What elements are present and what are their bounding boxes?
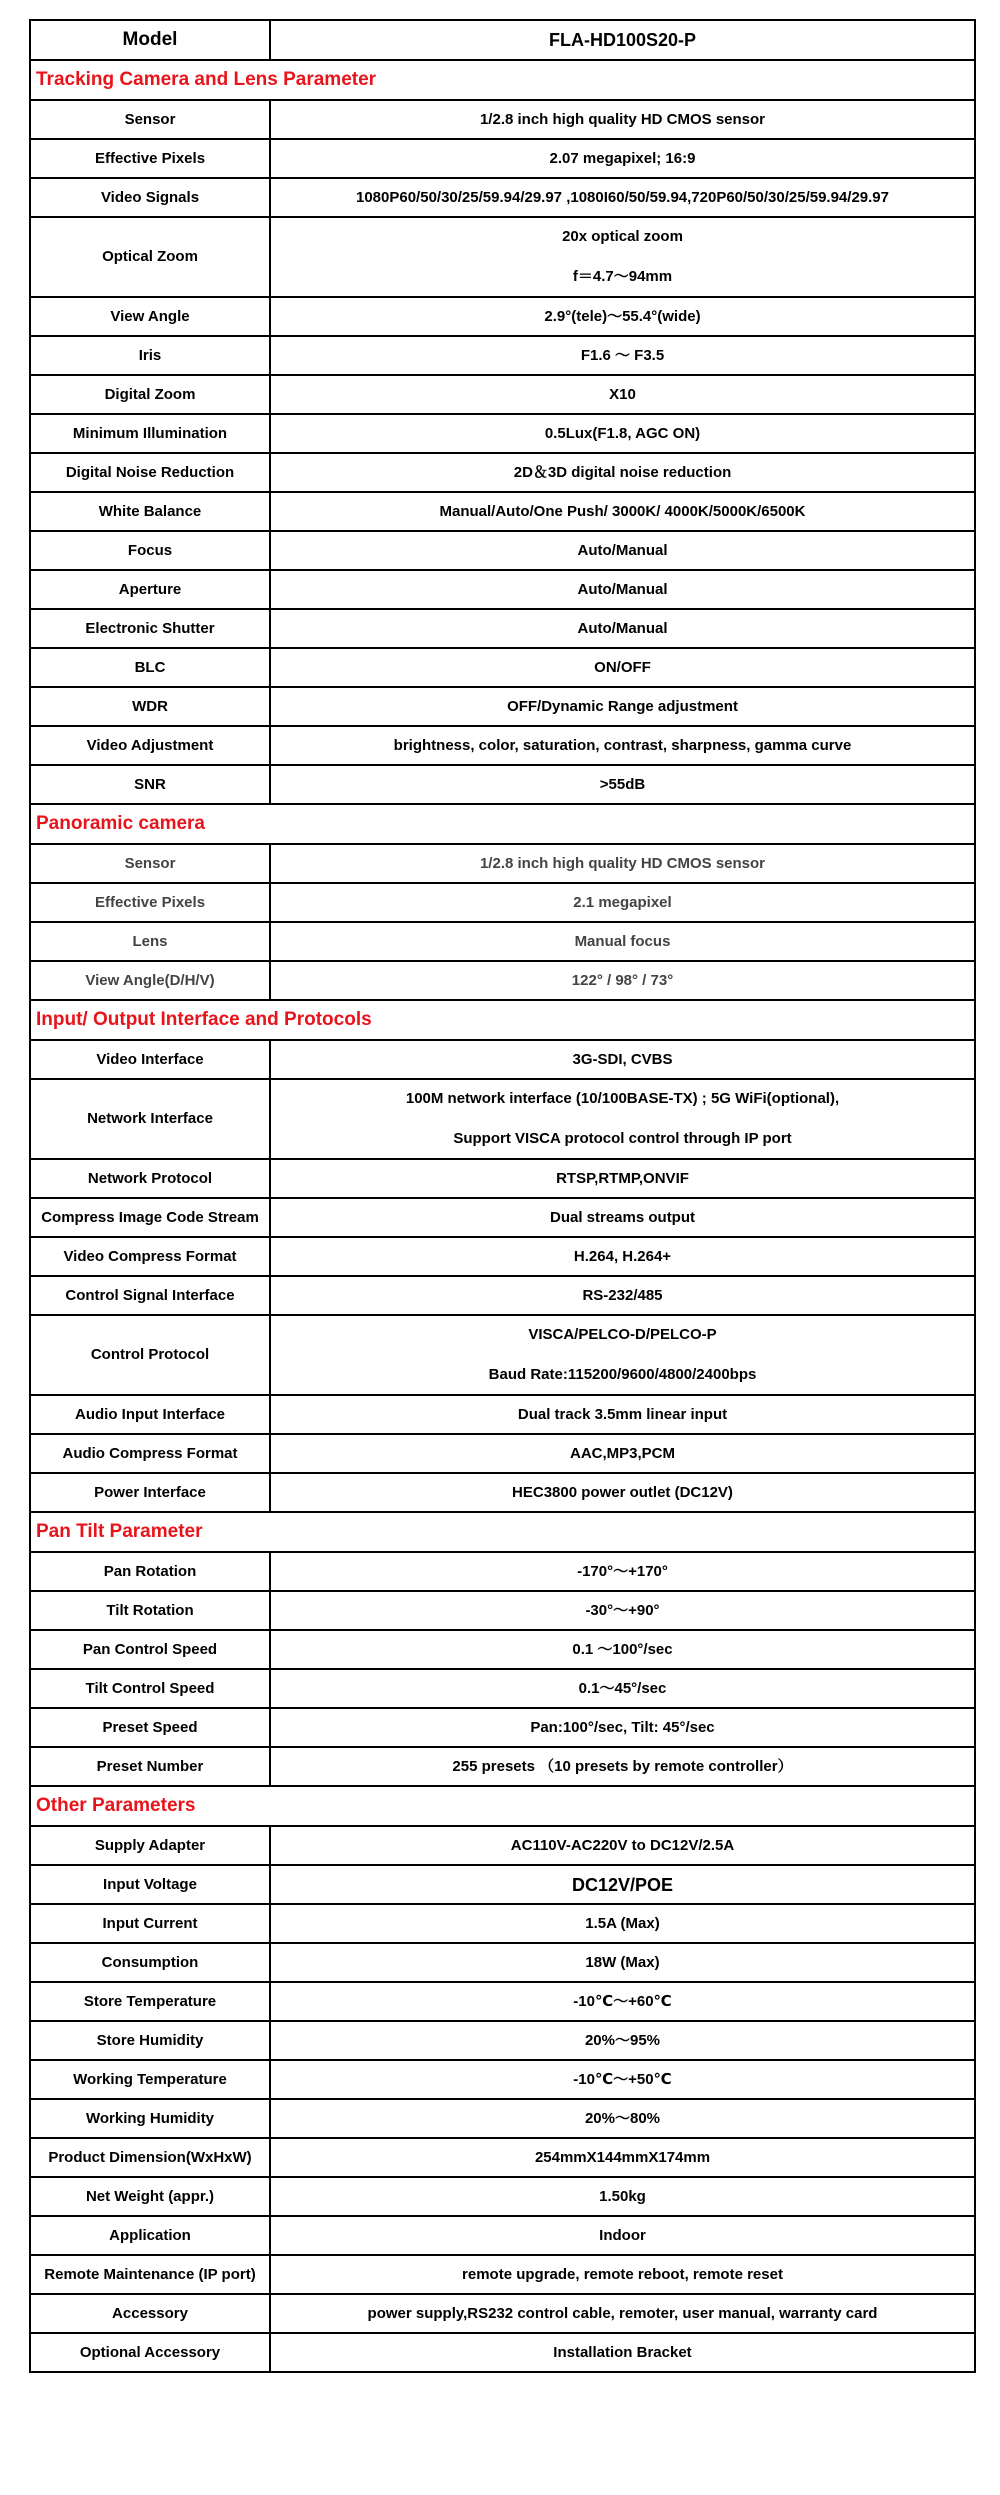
spec-label: Remote Maintenance (IP port)	[30, 2255, 270, 2294]
spec-value	[270, 2294, 975, 2333]
spec-row	[30, 336, 975, 375]
spec-value	[270, 2177, 975, 2216]
spec-value	[270, 570, 975, 609]
spec-value-line: 122° / 98° / 73°	[571, 971, 674, 989]
spec-label: Lens	[30, 922, 270, 961]
spec-value	[270, 609, 975, 648]
spec-value	[270, 2099, 975, 2138]
spec-value-line: 254mmX144mmX174mm	[534, 2148, 711, 2166]
spec-label: Optional Accessory	[30, 2333, 270, 2372]
spec-label: Electronic Shutter	[30, 609, 270, 648]
spec-row	[30, 922, 975, 961]
spec-value	[270, 2216, 975, 2255]
spec-label: Compress Image Code Stream	[30, 1198, 270, 1237]
spec-value-line: Support VISCA protocol control through IP port	[453, 1130, 792, 1147]
spec-label: Input Current	[30, 1904, 270, 1943]
spec-value-line: 1/2.8 inch high quality HD CMOS sensor	[479, 110, 766, 128]
spec-value	[270, 1591, 975, 1630]
spec-row	[30, 1982, 975, 2021]
spec-label: Consumption	[30, 1943, 270, 1982]
spec-label: Digital Noise Reduction	[30, 453, 270, 492]
spec-row	[30, 414, 975, 453]
spec-value	[270, 2138, 975, 2177]
spec-value-line: Dual track 3.5mm linear input	[517, 1405, 728, 1423]
spec-row	[30, 178, 975, 217]
spec-row	[30, 1708, 975, 1747]
spec-label: Video Signals	[30, 178, 270, 217]
spec-label: Digital Zoom	[30, 375, 270, 414]
spec-value	[270, 531, 975, 570]
spec-row	[30, 2099, 975, 2138]
spec-row	[30, 1473, 975, 1512]
section-header	[30, 804, 975, 844]
spec-value-line: Dual streams output	[549, 1208, 696, 1226]
spec-label: SNR	[30, 765, 270, 804]
spec-row	[30, 1434, 975, 1473]
section-title: Pan Tilt Parameter	[30, 1512, 975, 1552]
spec-row	[30, 1159, 975, 1198]
spec-value-line: X10	[609, 385, 636, 403]
spec-value	[270, 1040, 975, 1079]
spec-value-line: Installation Bracket	[553, 2343, 692, 2361]
spec-value	[270, 1982, 975, 2021]
spec-value-line: f＝4.7～94mm	[572, 268, 673, 285]
spec-label: Control Protocol	[30, 1315, 270, 1395]
spec-label: Pan Rotation	[30, 1552, 270, 1591]
spec-row	[30, 100, 975, 139]
spec-value-line: 2.9°(tele)～55.4°(wide)	[544, 307, 701, 325]
spec-row	[30, 1395, 975, 1434]
spec-value-line: -10℃～+60℃	[573, 1992, 672, 2010]
spec-value-line: 100M network interface (10/100BASE-TX) ; 5G WiFi(optional),	[405, 1090, 840, 1107]
spec-value-line: 0.1～45°/sec	[578, 1679, 667, 1697]
spec-value	[270, 414, 975, 453]
spec-value	[270, 297, 975, 336]
spec-row	[30, 961, 975, 1000]
spec-value	[270, 178, 975, 217]
spec-label: Network Interface	[30, 1079, 270, 1159]
spec-row	[30, 2138, 975, 2177]
spec-value-line: power supply,RS232 control cable, remoter, user manual, warranty card	[367, 2304, 878, 2322]
spec-label: Minimum Illumination	[30, 414, 270, 453]
spec-label: Working Humidity	[30, 2099, 270, 2138]
section-header	[30, 1512, 975, 1552]
spec-value-line: Auto/Manual	[577, 619, 668, 637]
spec-value-line: 1/2.8 inch high quality HD CMOS sensor	[479, 854, 766, 872]
model-label: Model	[30, 20, 270, 60]
spec-label: Store Temperature	[30, 1982, 270, 2021]
spec-value	[270, 1826, 975, 1865]
spec-row	[30, 531, 975, 570]
spec-label: Audio Compress Format	[30, 1434, 270, 1473]
spec-value-line: Auto/Manual	[577, 541, 668, 559]
spec-value	[270, 1237, 975, 1276]
spec-row	[30, 1237, 975, 1276]
spec-value-line: 20%～95%	[584, 2031, 661, 2049]
spec-value	[270, 1904, 975, 1943]
spec-label: Preset Number	[30, 1747, 270, 1786]
spec-value-line: 255 presets （10 presets by remote controller）	[452, 1757, 793, 1775]
spec-value-line: brightness, color, saturation, contrast, sharpness, gamma curve	[393, 736, 852, 754]
spec-row	[30, 883, 975, 922]
spec-value	[270, 2255, 975, 2294]
spec-row	[30, 609, 975, 648]
spec-row	[30, 1040, 975, 1079]
spec-label: Accessory	[30, 2294, 270, 2333]
spec-label: BLC	[30, 648, 270, 687]
spec-label: Net Weight (appr.)	[30, 2177, 270, 2216]
spec-row	[30, 492, 975, 531]
spec-label: Network Protocol	[30, 1159, 270, 1198]
spec-value	[270, 687, 975, 726]
spec-label: Tilt Control Speed	[30, 1669, 270, 1708]
spec-label: Store Humidity	[30, 2021, 270, 2060]
spec-value	[270, 1315, 975, 1395]
spec-value	[270, 1747, 975, 1786]
spec-value	[270, 2060, 975, 2099]
spec-value-line: F1.6 ～ F3.5	[580, 346, 665, 364]
spec-label: White Balance	[30, 492, 270, 531]
spec-value-line: -170°～+170°	[577, 1562, 668, 1580]
spec-label: Video Adjustment	[30, 726, 270, 765]
spec-row	[30, 1591, 975, 1630]
spec-value-line: AC110V-AC220V to DC12V/2.5A	[510, 1836, 735, 1854]
spec-value	[270, 1159, 975, 1198]
spec-row	[30, 1826, 975, 1865]
spec-value	[270, 844, 975, 883]
spec-label: Working Temperature	[30, 2060, 270, 2099]
spec-value	[270, 2021, 975, 2060]
spec-label: View Angle	[30, 297, 270, 336]
spec-value	[270, 922, 975, 961]
spec-row	[30, 1079, 975, 1159]
spec-row	[30, 2021, 975, 2060]
spec-label: Effective Pixels	[30, 139, 270, 178]
spec-row	[30, 765, 975, 804]
spec-row	[30, 1630, 975, 1669]
spec-label: Focus	[30, 531, 270, 570]
spec-label: Audio Input Interface	[30, 1395, 270, 1434]
spec-row	[30, 687, 975, 726]
spec-value-line: 20x optical zoom	[562, 228, 683, 245]
spec-row	[30, 2216, 975, 2255]
spec-value	[270, 1669, 975, 1708]
section-title: Panoramic camera	[30, 804, 975, 844]
spec-value-line: Manual/Auto/One Push/ 3000K/ 4000K/5000K/6500K	[439, 502, 806, 520]
spec-row	[30, 1865, 975, 1904]
spec-value-line: HEC3800 power outlet (DC12V)	[512, 1483, 733, 1501]
spec-row	[30, 453, 975, 492]
spec-label: View Angle(D/H/V)	[30, 961, 270, 1000]
spec-row	[30, 844, 975, 883]
spec-row	[30, 2060, 975, 2099]
section-header	[30, 1786, 975, 1826]
spec-value	[270, 1079, 975, 1159]
spec-value	[270, 100, 975, 139]
spec-row	[30, 1552, 975, 1591]
spec-value-line: -30°～+90°	[585, 1601, 660, 1619]
spec-value	[270, 492, 975, 531]
spec-row	[30, 1315, 975, 1395]
spec-value	[270, 648, 975, 687]
spec-value-line: 20%～80%	[584, 2109, 661, 2127]
spec-row	[30, 1198, 975, 1237]
spec-row	[30, 1669, 975, 1708]
spec-value	[270, 1276, 975, 1315]
spec-value-line: OFF/Dynamic Range adjustment	[507, 697, 738, 715]
spec-table	[29, 19, 976, 2373]
spec-row	[30, 139, 975, 178]
spec-label: Optical Zoom	[30, 217, 270, 297]
section-header	[30, 1000, 975, 1040]
spec-value-line: RS-232/485	[582, 1286, 663, 1304]
spec-label: Sensor	[30, 844, 270, 883]
spec-value	[270, 961, 975, 1000]
spec-row	[30, 570, 975, 609]
spec-value	[270, 1943, 975, 1982]
spec-value-line: 0.1 ～100°/sec	[572, 1640, 673, 1658]
spec-value	[270, 1198, 975, 1237]
spec-value	[270, 765, 975, 804]
spec-row	[30, 1747, 975, 1786]
spec-label: Tilt Rotation	[30, 1591, 270, 1630]
spec-value-line: -10℃～+50℃	[573, 2070, 672, 2088]
spec-row	[30, 1276, 975, 1315]
spec-label: Pan Control Speed	[30, 1630, 270, 1669]
spec-row	[30, 2333, 975, 2372]
section-title: Other Parameters	[30, 1786, 975, 1826]
spec-label: Application	[30, 2216, 270, 2255]
spec-value-line: 1080P60/50/30/25/59.94/29.97 ,1080I60/50/59.94,720P60/50/30/25/59.94/29.97	[356, 188, 889, 206]
spec-row	[30, 2177, 975, 2216]
spec-row	[30, 217, 975, 297]
spec-value-line: 2.07 megapixel; 16:9	[549, 149, 696, 167]
spec-value-line: 3G-SDI, CVBS	[572, 1050, 673, 1068]
spec-label: Product Dimension(WxHxW)	[30, 2138, 270, 2177]
spec-label: Sensor	[30, 100, 270, 139]
spec-value	[270, 453, 975, 492]
spec-value	[270, 375, 975, 414]
spec-label: Control Signal Interface	[30, 1276, 270, 1315]
spec-value-line: Indoor	[599, 2226, 646, 2244]
spec-value	[270, 1630, 975, 1669]
section-title: Input/ Output Interface and Protocols	[30, 1000, 975, 1040]
spec-value-line: AAC,MP3,PCM	[569, 1444, 675, 1462]
spec-label: Aperture	[30, 570, 270, 609]
spec-row	[30, 648, 975, 687]
spec-value-line: DC12V/POE	[571, 1874, 674, 1895]
spec-value	[270, 1552, 975, 1591]
spec-row	[30, 2255, 975, 2294]
spec-label: Input Voltage	[30, 1865, 270, 1904]
spec-value-line: 2.1 megapixel	[573, 893, 672, 911]
spec-row	[30, 375, 975, 414]
spec-value	[270, 883, 975, 922]
spec-value-line: ON/OFF	[594, 658, 651, 676]
section-header	[30, 60, 975, 100]
spec-value	[270, 726, 975, 765]
spec-value-line: Auto/Manual	[577, 580, 668, 598]
spec-value-line: H.264, H.264+	[573, 1247, 672, 1265]
spec-value	[270, 217, 975, 297]
spec-value-line: remote upgrade, remote reboot, remote reset	[462, 2265, 783, 2283]
spec-value-line: Pan:100°/sec, Tilt: 45°/sec	[530, 1718, 715, 1736]
spec-label: WDR	[30, 687, 270, 726]
spec-value-line: RTSP,RTMP,ONVIF	[556, 1169, 689, 1187]
spec-label: Supply Adapter	[30, 1826, 270, 1865]
spec-label: Preset Speed	[30, 1708, 270, 1747]
spec-value-line: 1.50kg	[599, 2187, 646, 2205]
spec-value	[270, 2333, 975, 2372]
spec-value	[270, 1865, 975, 1904]
spec-value	[270, 1708, 975, 1747]
spec-row	[30, 1904, 975, 1943]
spec-value	[270, 1395, 975, 1434]
spec-row	[30, 1943, 975, 1982]
spec-value-line: 1.5A (Max)	[585, 1914, 660, 1932]
spec-row	[30, 297, 975, 336]
spec-value	[270, 1434, 975, 1473]
spec-value-line: 2D＆3D digital noise reduction	[513, 463, 732, 481]
spec-value	[270, 1473, 975, 1512]
spec-label: Video Compress Format	[30, 1237, 270, 1276]
model-row	[30, 20, 975, 60]
spec-value	[270, 336, 975, 375]
spec-value-line: 18W (Max)	[585, 1953, 660, 1971]
spec-row	[30, 2294, 975, 2333]
section-title: Tracking Camera and Lens Parameter	[30, 60, 975, 100]
spec-row	[30, 726, 975, 765]
spec-value-line: 0.5Lux(F1.8, AGC ON)	[544, 424, 701, 442]
spec-label: Video Interface	[30, 1040, 270, 1079]
spec-label: Power Interface	[30, 1473, 270, 1512]
spec-value	[270, 139, 975, 178]
spec-value-line: VISCA/PELCO-D/PELCO-P	[528, 1326, 717, 1343]
spec-value-line: Manual focus	[574, 932, 671, 950]
spec-value-line: Baud Rate:115200/9600/4800/2400bps	[488, 1366, 757, 1383]
model-value: FLA-HD100S20-P	[270, 20, 975, 60]
spec-label: Effective Pixels	[30, 883, 270, 922]
spec-label: Iris	[30, 336, 270, 375]
spec-value-line: >55dB	[599, 775, 646, 793]
